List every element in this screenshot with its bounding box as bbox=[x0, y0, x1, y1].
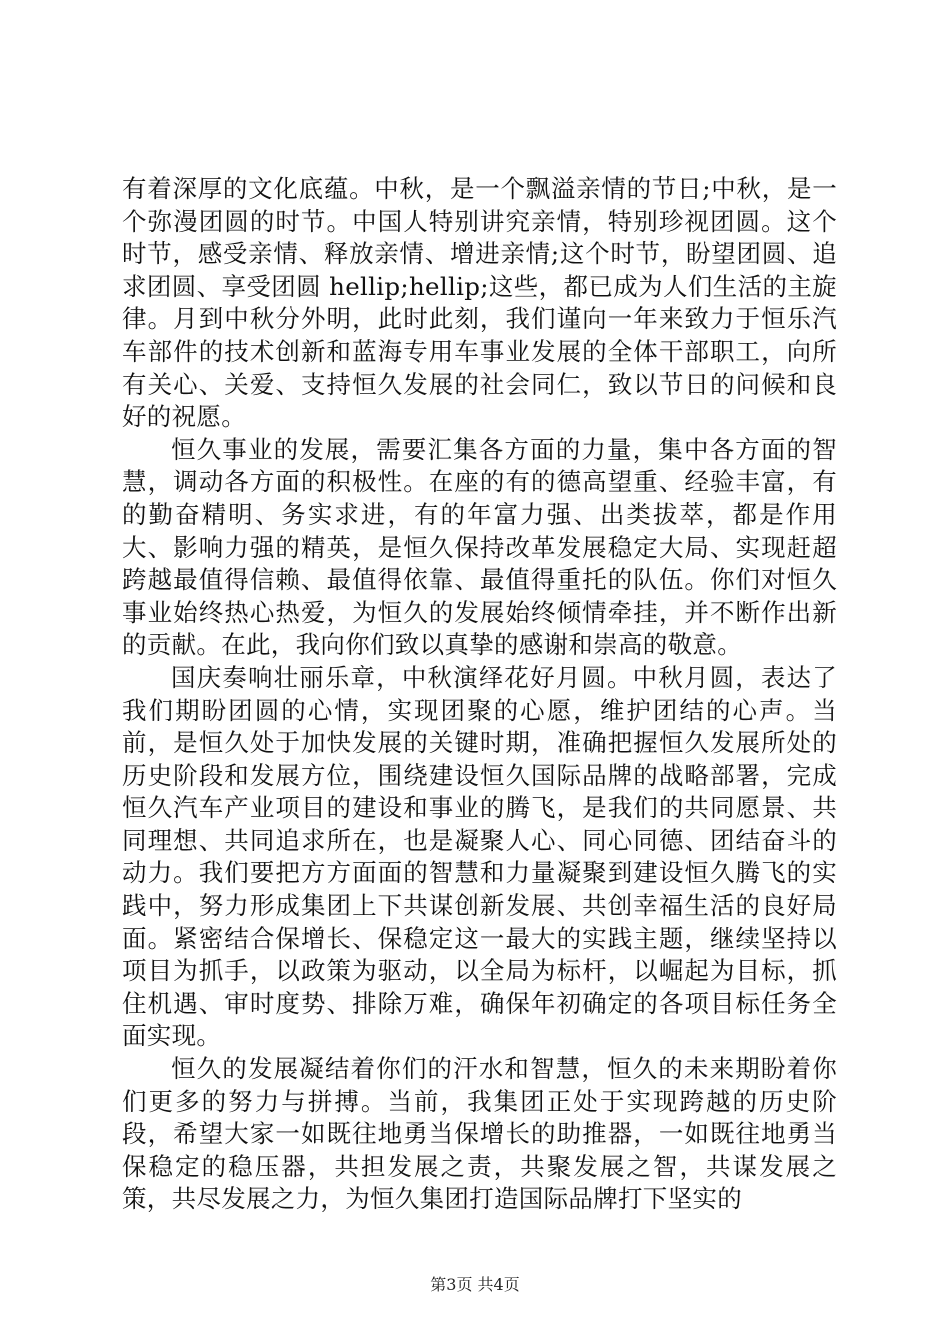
paragraph-3: 国庆奏响壮丽乐章，中秋演绎花好月圆。中秋月圆，表达了我们期盼团圆的心情，实现团聚的心愿，维护团结的心声。当前，是恒久处于加快发展的关键时期，准确把握恒久发展所处的历史阶段和发展方位，围绕建设恒久国际品牌的战略部署，完成恒久汽车产业项目的建设和事业的腾飞，是我们的共同愿景、共同理想、共同追求所在，也是凝聚人心、同心同德、团结奋斗的动力。我们要把方方面面的智慧和力量凝聚到建设恒久腾飞的实践中，努力形成集团上下共谋创新发展、共创幸福生活的良好局面。紧密结合保增长、保稳定这一最大的实践主题，继续坚持以项目为抓手，以政策为驱动，以全局为标杆，以崛起为目标，抓住机遇、审时度势、排除万难，确保年初确定的各项目标任务全面实现。 bbox=[122, 662, 837, 1051]
page-number-label: 第3页 共4页 bbox=[430, 1275, 520, 1294]
page-footer bbox=[0, 1275, 950, 1295]
paragraph-2: 恒久事业的发展，需要汇集各方面的力量，集中各方面的智慧，调动各方面的积极性。在座的有的德高望重、经验丰富，有的勤奋精明、务实求进，有的年富力强、出类拔萃，都是作用大、影响力强的精英，是恒久保持改革发展稳定大局、实现赶超跨越最值得信赖、最值得依靠、最值得重托的队伍。你们对恒久事业始终热心热爱，为恒久的发展始终倾情牵挂，并不断作出新的贡献。在此，我向你们致以真挚的感谢和崇高的敬意。 bbox=[122, 434, 837, 660]
paragraph-1: 有着深厚的文化底蕴。中秋，是一个飘溢亲情的节日;中秋，是一个弥漫团圆的时节。中国人特别讲究亲情，特别珍视团圆。这个时节，感受亲情、释放亲情、增进亲情;这个时节，盼望团圆、追求团圆、享受团圆 hellip;hellip;这些，都已成为人们生活的主旋律。月到中秋分外明，此时此刻，我们谨向一年来致力于恒乐汽车部件的技术创新和蓝海专用车事业发展的全体干部职工，向所有关心、关爱、支持恒久发展的社会同仁，致以节日的问候和良好的祝愿。 bbox=[122, 174, 837, 432]
paragraph-4: 恒久的发展凝结着你们的汗水和智慧，恒久的未来期盼着你们更多的努力与拼搏。当前，我集团正处于实现跨越的历史阶段，希望大家一如既往地勇当保增长的助推器，一如既往地勇当保稳定的稳压器，共担发展之责，共聚发展之智，共谋发展之策，共尽发展之力，为恒久集团打造国际品牌打下坚实的 bbox=[122, 1054, 837, 1214]
document-body bbox=[122, 173, 837, 1216]
